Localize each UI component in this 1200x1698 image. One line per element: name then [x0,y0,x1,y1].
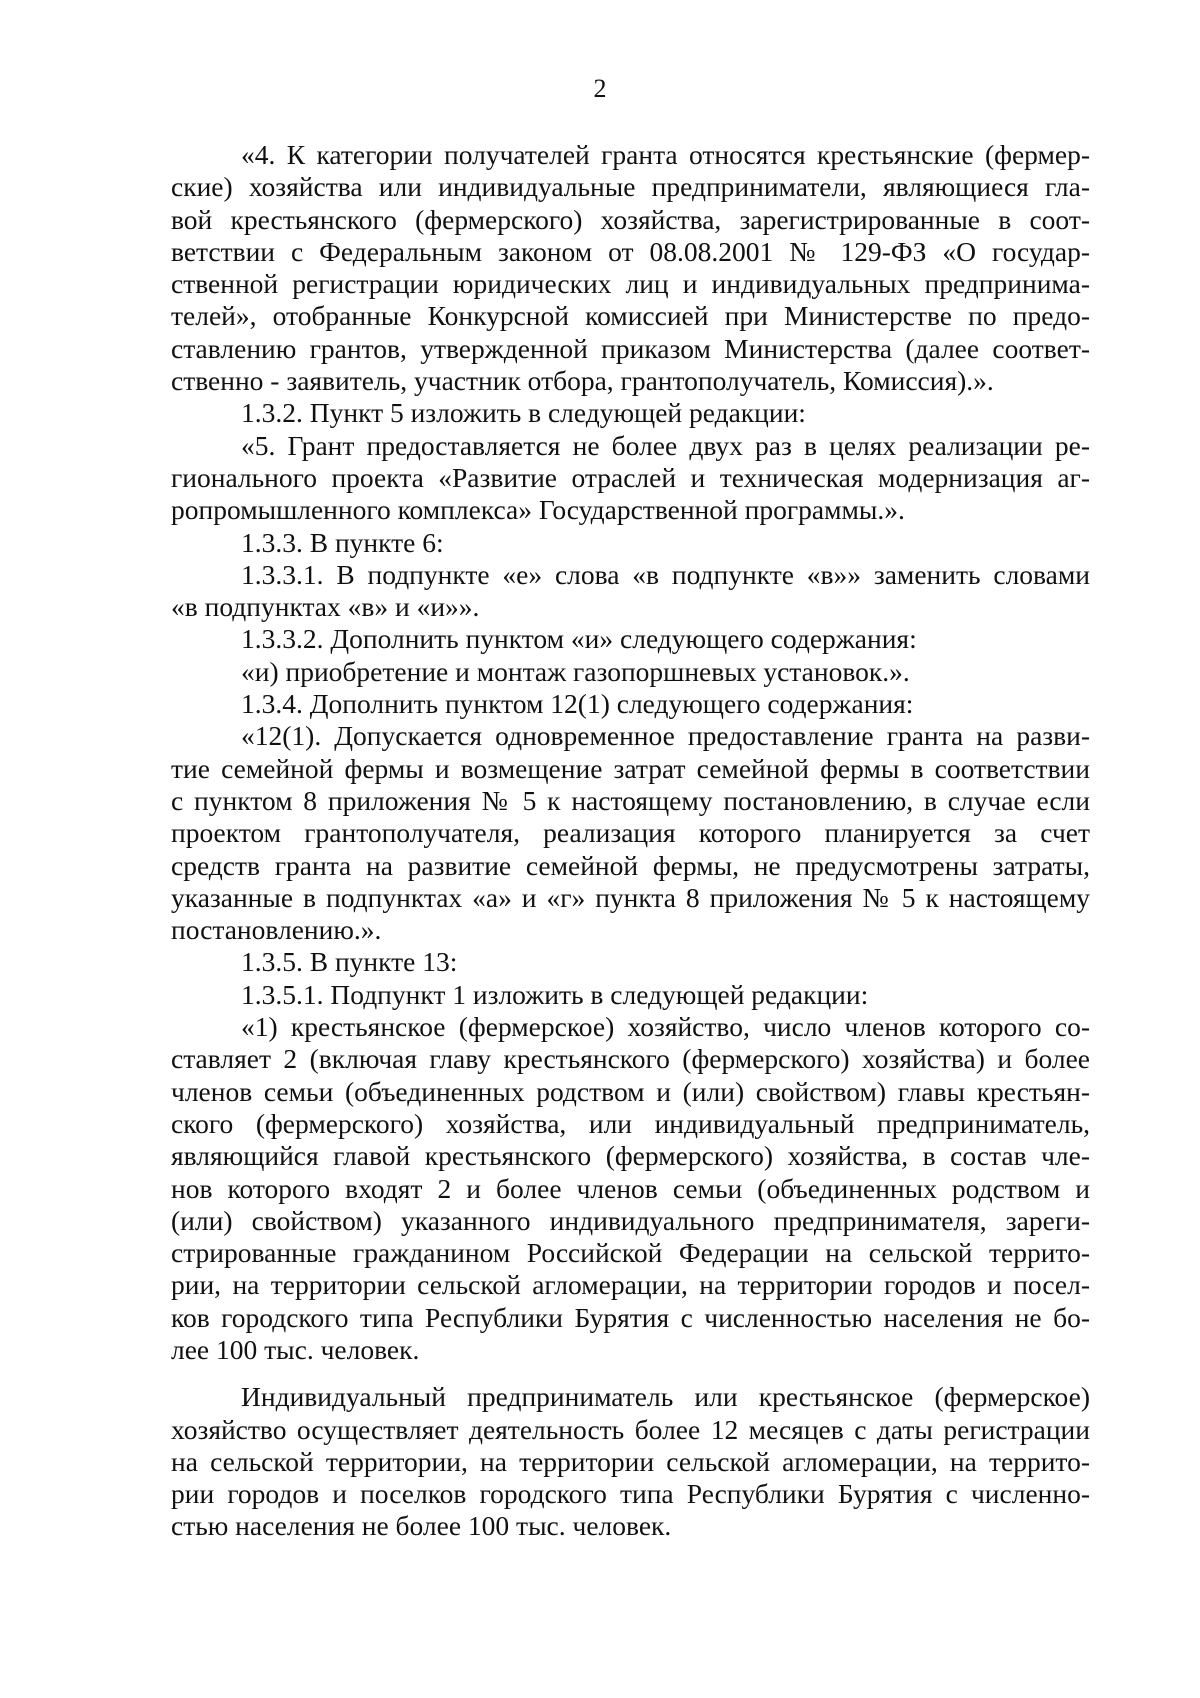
paragraph-point-4 [171,139,1090,397]
text-line: ропромышленного комплекса» Государственной программы.». [171,494,905,526]
paragraph-1-3-3-1 [171,559,1090,624]
text-line: (или) свойством) указанного индивидуального предпринимателя, зареги- [171,1204,1090,1236]
paragraph-subpoint-i [171,656,1090,688]
text-line: на сельской территории, на территории сельской агломерации, на террито- [171,1445,1090,1477]
text-line: 1.3.3. В пункте 6: [241,526,444,558]
text-line: «1) крестьянское (фермерское) хозяйство, число членов которого со- [241,1011,1090,1043]
text-line: 1.3.5.1. Подпункт 1 изложить в следующей редакции: [241,978,869,1010]
paragraph-point-12-1 [171,720,1090,946]
text-line: нов которого входят 2 и более членов семьи (объединенных родством и [171,1172,1090,1204]
text-line: с пунктом 8 приложения № 5 к настоящему постановлению, в случае если [171,784,1090,816]
text-line: ставлению грантов, утвержденной приказом Министерства (далее соответ- [171,332,1090,364]
text-line: проектом грантополучателя, реализация которого планируется за счет [171,817,1090,849]
text-line: гионального проекта «Развитие отраслей и техническая модернизация аг- [171,461,1090,493]
paragraph-1-3-5 [171,946,1090,978]
text-line: ственно - заявитель, участник отбора, грантополучатель, Комиссия).». [171,365,994,397]
text-line: ставляет 2 (включая главу крестьянского (фермерского) хозяйства) и более [171,1043,1090,1075]
paragraph-1-3-4 [171,688,1090,720]
page-number: 2 [593,74,607,103]
text-line: ственной регистрации юридических лиц и индивидуальных предпринима- [171,268,1090,300]
paragraph-1-3-3-2 [171,623,1090,655]
paragraph-1-3-3 [171,527,1090,559]
text-line: ского (фермерского) хозяйства, или индивидуальный предприниматель, [171,1107,1090,1139]
text-line: 1.3.2. Пункт 5 изложить в следующей редакции: [241,397,806,429]
text-line: ков городского типа Республики Бурятия с численностью населения не бо- [171,1301,1090,1333]
text-line: являющийся главой крестьянского (фермерского) хозяйства, в состав чле- [171,1140,1090,1172]
text-line: «и) приобретение и монтаж газопоршневых установок.». [241,655,910,687]
paragraph-point-5 [171,430,1090,527]
paragraph-1-3-5-1 [171,979,1090,1011]
text-line: 1.3.5. В пункте 13: [241,946,458,978]
text-line: стью населения не более 100 тыс. человек. [171,1510,672,1542]
text-line: вой крестьянского (фермерского) хозяйства, зарегистрированные в соот- [171,203,1090,235]
paragraph-subpoint-1 [171,1011,1090,1366]
text-line: членов семьи (объединенных родством и (или) свойством) главы крестьян- [171,1075,1090,1107]
text-line: тие семейной фермы и возмещение затрат семейной фермы в соответствии [171,752,1090,784]
text-line: телей», отобранные Конкурсной комиссией при Министерстве по предо- [171,300,1090,332]
text-line: Индивидуальный предприниматель или крестьянское (фермерское) [241,1381,1090,1413]
text-line: указанные в подпунктах «а» и «г» пункта 8 приложения № 5 к настоящему [171,881,1090,913]
text-line: стрированные гражданином Российской Федерации на сельской террито- [171,1237,1090,1269]
text-line: постановлению.». [171,914,382,946]
text-line: хозяйство осуществляет деятельность более 12 месяцев с даты регистрации [171,1413,1090,1445]
paragraph-activity-requirement [171,1381,1090,1542]
text-line: лее 100 тыс. человек. [171,1333,420,1365]
paragraph-spacer [171,1366,1090,1381]
text-line: «5. Грант предоставляется не более двух раз в целях реализации ре- [241,429,1090,461]
text-line: ские) хозяйства или индивидуальные предприниматели, являющиеся гла- [171,171,1090,203]
text-line: 1.3.3.1. В подпункте «е» слова «в подпункте «в»» заменить словами [241,558,1090,590]
text-line: рии, на территории сельской агломерации, на территории городов и посел- [171,1269,1090,1301]
paragraph-1-3-2 [171,397,1090,429]
text-line: 1.3.4. Дополнить пунктом 12(1) следующего содержания: [241,688,914,720]
document-body [171,139,1090,1543]
text-line: «12(1). Допускается одновременное предоставление гранта на разви- [241,720,1090,752]
text-line: ветствии с Федеральным законом от 08.08.2001 № 129-ФЗ «О государ- [171,235,1090,267]
text-line: 1.3.3.2. Дополнить пунктом «и» следующего содержания: [241,623,917,655]
text-line: «в подпунктах «в» и «и»». [171,591,480,623]
text-line: «4. К категории получателей гранта относятся крестьянские (фермер- [241,139,1090,170]
text-line: рии городов и поселков городского типа Республики Бурятия с численно- [171,1478,1090,1510]
text-line: средств гранта на развитие семейной фермы, не предусмотрены затраты, [171,849,1090,881]
